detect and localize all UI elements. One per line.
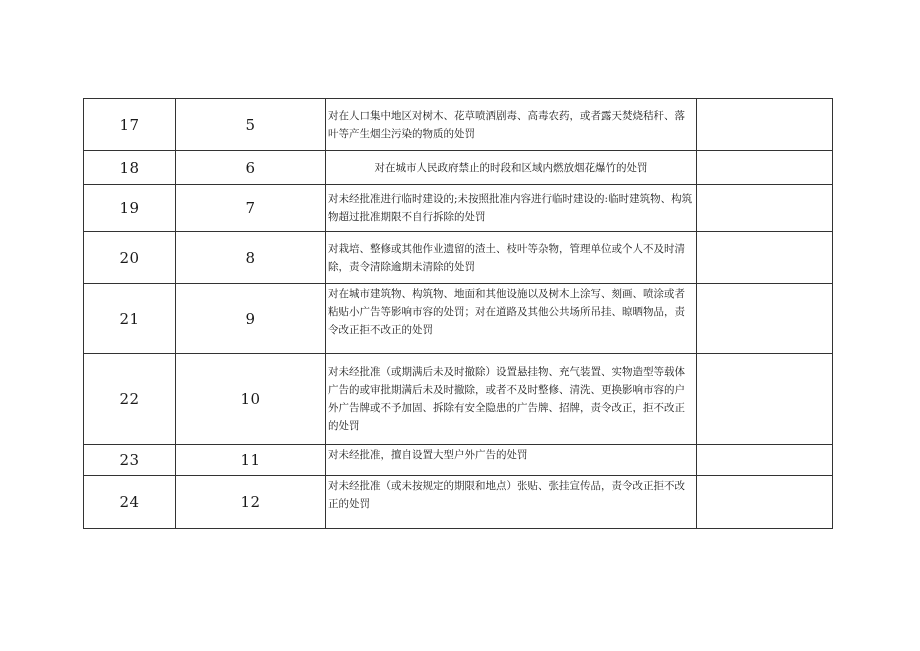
row-item-text: 对在城市人民政府禁止的时段和区域内燃放烟花爆竹的处罚	[326, 151, 697, 185]
row-sub-number: 9	[176, 284, 326, 354]
row-item-text: 对未经批准，擅自设置大型户外广告的处罚	[326, 445, 697, 476]
row-seq-number: 17	[84, 99, 176, 151]
row-note-cell	[697, 185, 833, 232]
row-seq-number: 21	[84, 284, 176, 354]
row-sub-number: 8	[176, 232, 326, 284]
row-sub-number: 10	[176, 354, 326, 445]
row-sub-number: 12	[176, 476, 326, 529]
table-row	[84, 284, 833, 354]
table-row	[84, 354, 833, 445]
table-row	[84, 99, 833, 151]
row-note-cell	[697, 445, 833, 476]
row-sub-number: 5	[176, 99, 326, 151]
row-seq-number: 18	[84, 151, 176, 185]
table-row	[84, 151, 833, 185]
row-item-text: 对在城市建筑物、构筑物、地面和其他设施以及树木上涂写、刻画、喷涂或者粘贴小广告等影响市容的处罚；对在道路及其他公共场所吊挂、晾晒物品，责令改正拒不改正的处罚	[326, 284, 697, 354]
table-row	[84, 445, 833, 476]
row-item-text: 对在人口集中地区对树木、花草喷洒剧毒、高毒农药，或者露天焚烧秸秆、落叶等产生烟尘污染的物质的处罚	[326, 99, 697, 151]
table-row	[84, 232, 833, 284]
table-row	[84, 476, 833, 529]
row-item-text: 对未经批准（或期满后未及时撤除）设置悬挂物、充气装置、实物造型等载体广告的或审批期满后未及时撤除，或者不及时整修、清洗、更换影响市容的户外广告牌或不予加固、拆除有安全隐患的广告牌、招牌，责令改正，拒不改正的处罚	[326, 354, 697, 445]
row-note-cell	[697, 284, 833, 354]
row-sub-number: 11	[176, 445, 326, 476]
row-seq-number: 22	[84, 354, 176, 445]
row-note-cell	[697, 354, 833, 445]
row-item-text: 对未经批准进行临时建设的;未按照批准内容进行临时建设的:临时建筑物、构筑物超过批准期限不自行拆除的处罚	[326, 185, 697, 232]
row-note-cell	[697, 476, 833, 529]
row-note-cell	[697, 151, 833, 185]
row-note-cell	[697, 99, 833, 151]
row-sub-number: 6	[176, 151, 326, 185]
row-note-cell	[697, 232, 833, 284]
row-seq-number: 23	[84, 445, 176, 476]
row-seq-number: 19	[84, 185, 176, 232]
row-seq-number: 24	[84, 476, 176, 529]
row-sub-number: 7	[176, 185, 326, 232]
row-item-text: 对未经批准（或未按规定的期限和地点）张贴、张挂宣传品，责令改正拒不改正的处罚	[326, 476, 697, 529]
penalty-items-table	[83, 98, 833, 529]
table-row	[84, 185, 833, 232]
row-seq-number: 20	[84, 232, 176, 284]
row-item-text: 对栽培、整修或其他作业遗留的渣土、枝叶等杂物，管理单位或个人不及时清除，责令清除逾期未清除的处罚	[326, 232, 697, 284]
